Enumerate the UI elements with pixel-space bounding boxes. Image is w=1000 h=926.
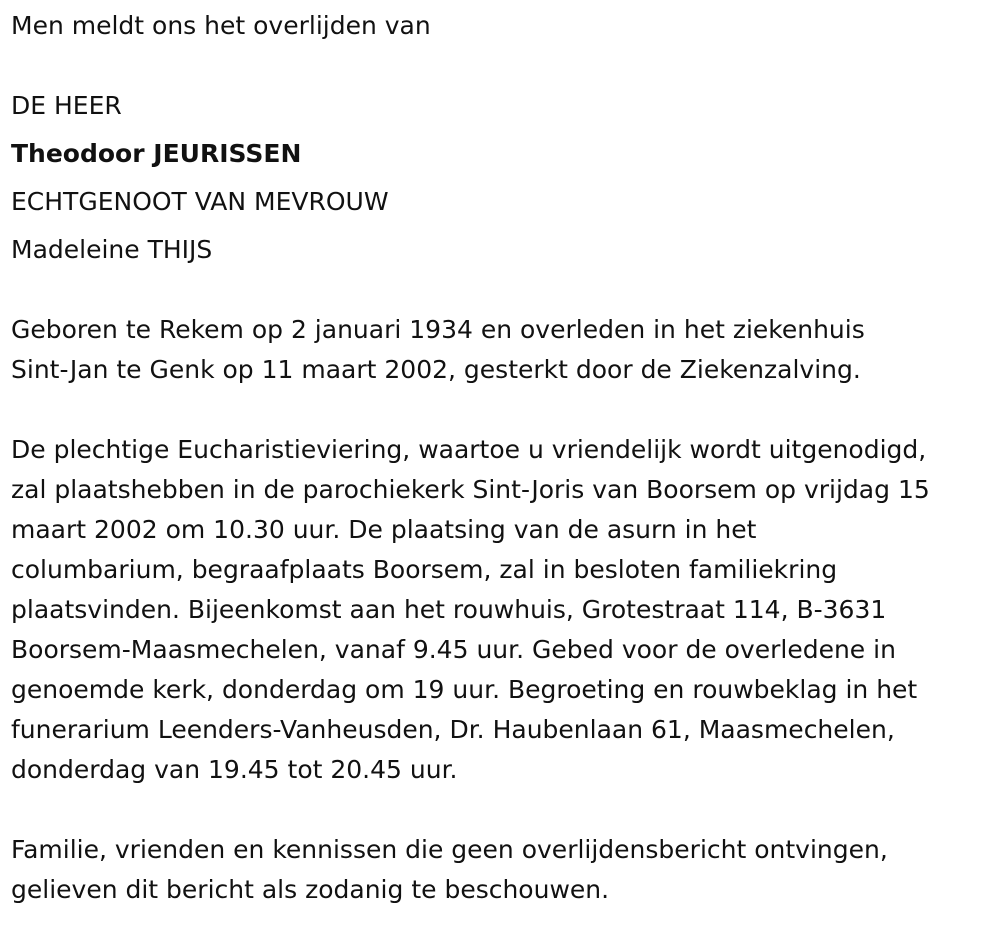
spouse-name: Madeleine THIJS — [11, 235, 213, 264]
intro-text: Men meldt ons het overlijden van — [11, 11, 431, 40]
paragraph-line: Geboren te Rekem op 2 januari 1934 en overleden in het ziekenhuis — [11, 315, 865, 344]
paragraph-line: genoemde kerk, donderdag om 19 uur. Begroeting en rouwbeklag in het — [11, 675, 918, 704]
death-notice — [11, 6, 996, 910]
paragraph-line: Sint-Jan te Genk op 11 maart 2002, gesterkt door de Ziekenzalving. — [11, 355, 861, 384]
paragraph-line: funerarium Leenders-Vanheusden, Dr. Haubenlaan 61, Maasmechelen, — [11, 715, 895, 744]
paragraph-line: columbarium, begraafplaats Boorsem, zal in besloten familiekring — [11, 555, 838, 584]
ceremony-paragraph — [11, 430, 996, 790]
birth-death-paragraph — [11, 310, 996, 390]
paragraph-line: plaatsvinden. Bijeenkomst aan het rouwhuis, Grotestraat 114, B-3631 — [11, 595, 887, 624]
relation-text: ECHTGENOOT VAN MEVROUW — [11, 187, 389, 216]
closing-paragraph — [11, 830, 996, 910]
deceased-name: Theodoor JEURISSEN — [11, 139, 302, 168]
paragraph-line: donderdag van 19.45 tot 20.45 uur. — [11, 755, 458, 784]
paragraph-line: Familie, vrienden en kennissen die geen overlijdensbericht ontvingen, — [11, 835, 888, 864]
paragraph-line: Boorsem-Maasmechelen, vanaf 9.45 uur. Gebed voor de overledene in — [11, 635, 896, 664]
paragraph-line: zal plaatshebben in de parochiekerk Sint-Joris van Boorsem op vrijdag 15 — [11, 475, 930, 504]
paragraph-line: maart 2002 om 10.30 uur. De plaatsing van de asurn in het — [11, 515, 757, 544]
paragraph-line: gelieven dit bericht als zodanig te beschouwen. — [11, 875, 610, 904]
paragraph-line: De plechtige Eucharistieviering, waartoe u vriendelijk wordt uitgenodigd, — [11, 435, 927, 464]
title-text: DE HEER — [11, 91, 122, 120]
